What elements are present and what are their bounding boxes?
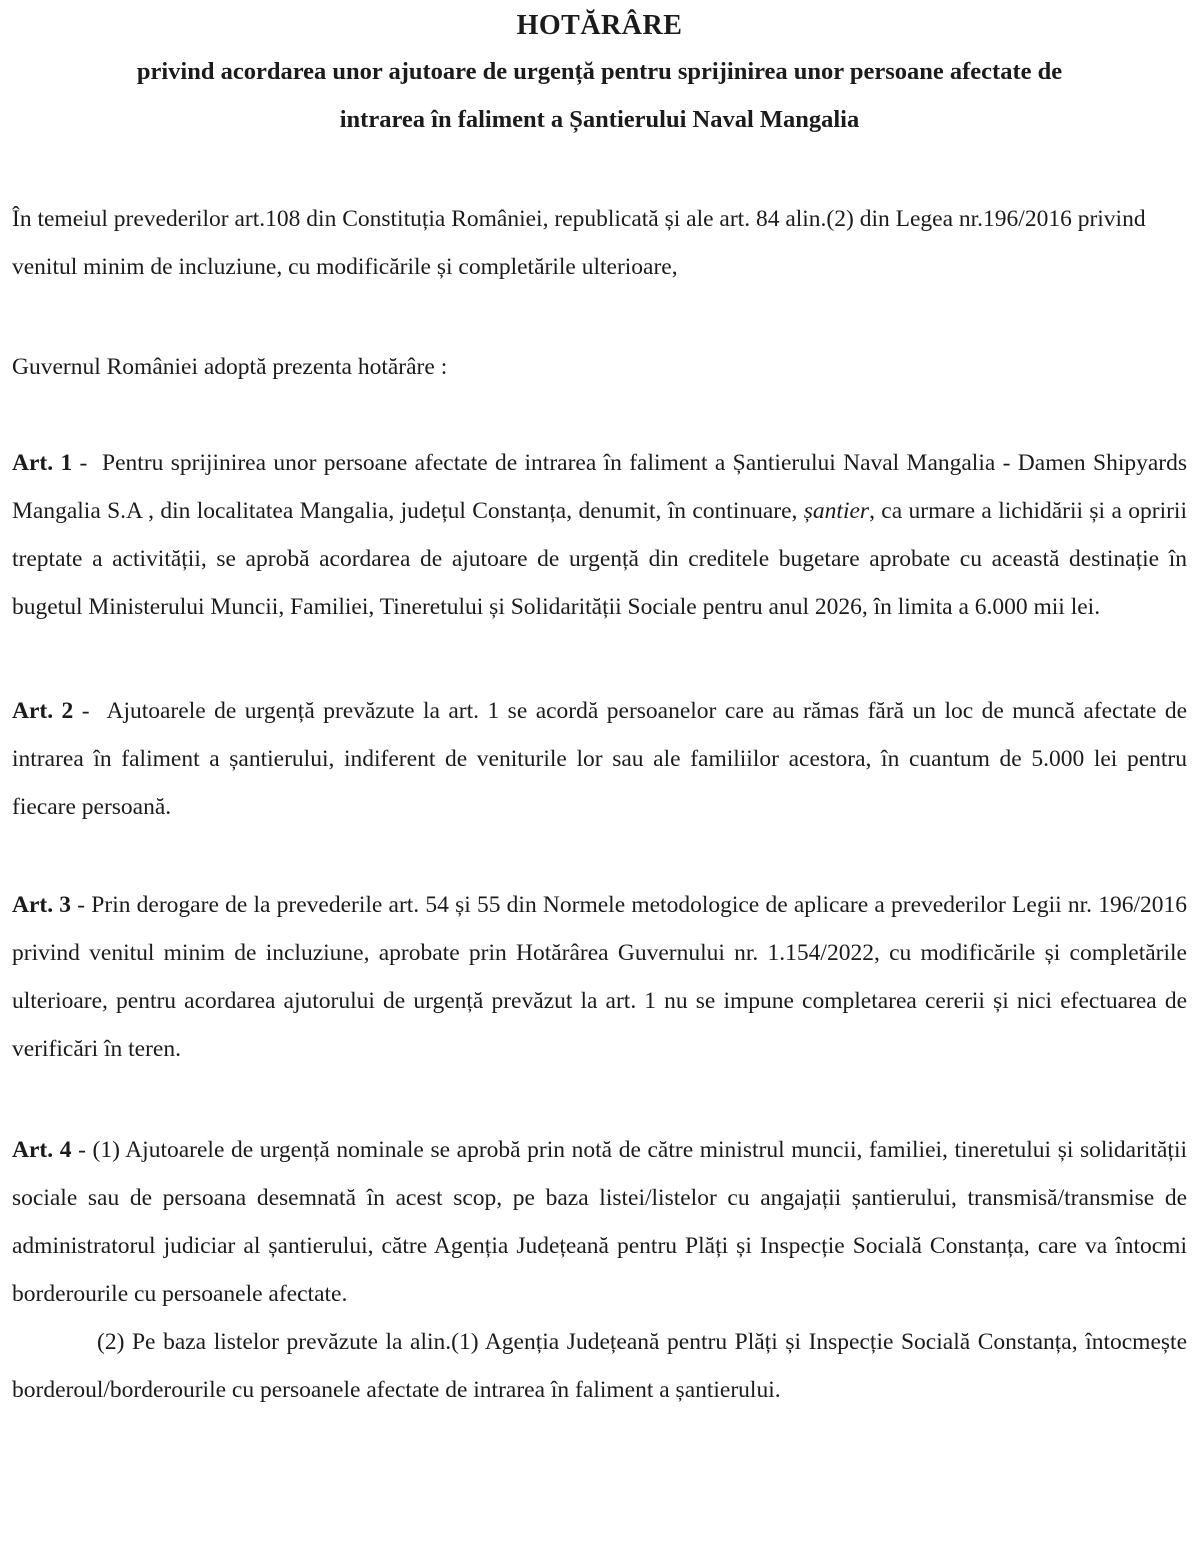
- article-1-label: Art. 1: [12, 450, 73, 476]
- preamble-paragraph: În temeiul prevederilor art.108 din Constituția României, republicată și ale art. 84 alin.(2) din Legea nr.196/2016 privind venitul minim de incluziune, cu modificările și completările ulterioare,: [12, 206, 1146, 280]
- article-3-text: - Prin derogare de la prevederile art. 54 și 55 din Normele metodologice de aplicare a prevederilor Legii nr. 196/2016 privind venitul minim de incluziune, aprobate prin Hotărârea Guvernului nr. 1.154/2022, cu modificările și completările ulterioare, pentru acordarea ajutorului de urgență prevăzut la art. 1 nu se impune completarea cererii și nici efectuarea de verificări în teren.: [12, 892, 1187, 1062]
- article-1-text-lead: - Pentru sprijinirea unor persoane afectate de intrarea în faliment a Șantierului Naval Mangalia - Damen Shipyards Mangalia S.A , din localitatea Mangalia, județul Constanța, denumit, în continuare,: [12, 450, 1188, 524]
- article-2-paragraph: [12, 687, 1187, 831]
- article-3-paragraph: [12, 881, 1187, 1073]
- article-3-label: Art. 3: [12, 892, 72, 918]
- article-1-text-tail: , ca urmare a lichidării și a opririi treptate a activității, se aprobă acordarea de ajutoare de urgență din creditele bugetare aprobate cu această destinație în bugetul Ministerului Muncii, Familiei, Tineretului și Solidarității Sociale pentru anul 2026, în limita a 6.000 mii lei.: [12, 498, 1187, 620]
- article-4-text: - (1) Ajutoarele de urgență nominale se aprobă prin notă de către ministrul muncii, familiei, tineretului și solidarității sociale sau de persoana desemnată în acest scop, pe baza listei/listelor cu angajații șantierului, transmisă/transmise de administratorul judiciar al șantierului, către Agenția Județeană pentru Plăți și Inspecție Socială Constanța, care va întocmi borderourile cu persoanele afectate.: [12, 1137, 1188, 1307]
- article-4-paragraph-1: [12, 1126, 1187, 1318]
- article-2-label: Art. 2: [12, 698, 74, 724]
- document-subtitle-line-1: privind acordarea unor ajutoare de urgență pentru sprijinirea unor persoane afectate de: [136, 58, 1063, 85]
- article-1-paragraph: [12, 439, 1187, 631]
- article-2-text: - Ajutoarele de urgență prevăzute la art. 1 se acordă persoanelor care au rămas fără un loc de muncă afectate de intrarea în faliment a șantierului, indiferent de veniturile lor sau ale familiilor acestora, în cuantum de 5.000 lei pentru fiecare persoană.: [12, 698, 1187, 820]
- article-1-italic-term: șantier: [803, 498, 870, 524]
- document-title: HOTĂRÂRE: [516, 10, 683, 41]
- article-4-label: Art. 4: [12, 1137, 72, 1163]
- document-subtitle-line-2: intrarea în faliment a Șantierului Naval Mangalia: [339, 106, 860, 133]
- article-4-paragraph-2: (2) Pe baza listelor prevăzute la alin.(1) Agenția Județeană pentru Plăți și Inspecție Socială Constanța, întocmește borderoul/borderourile cu persoanele afectate de intrarea în faliment a șantierului.: [12, 1329, 1187, 1403]
- adoption-clause: Guvernul României adoptă prezenta hotărâre :: [12, 354, 448, 380]
